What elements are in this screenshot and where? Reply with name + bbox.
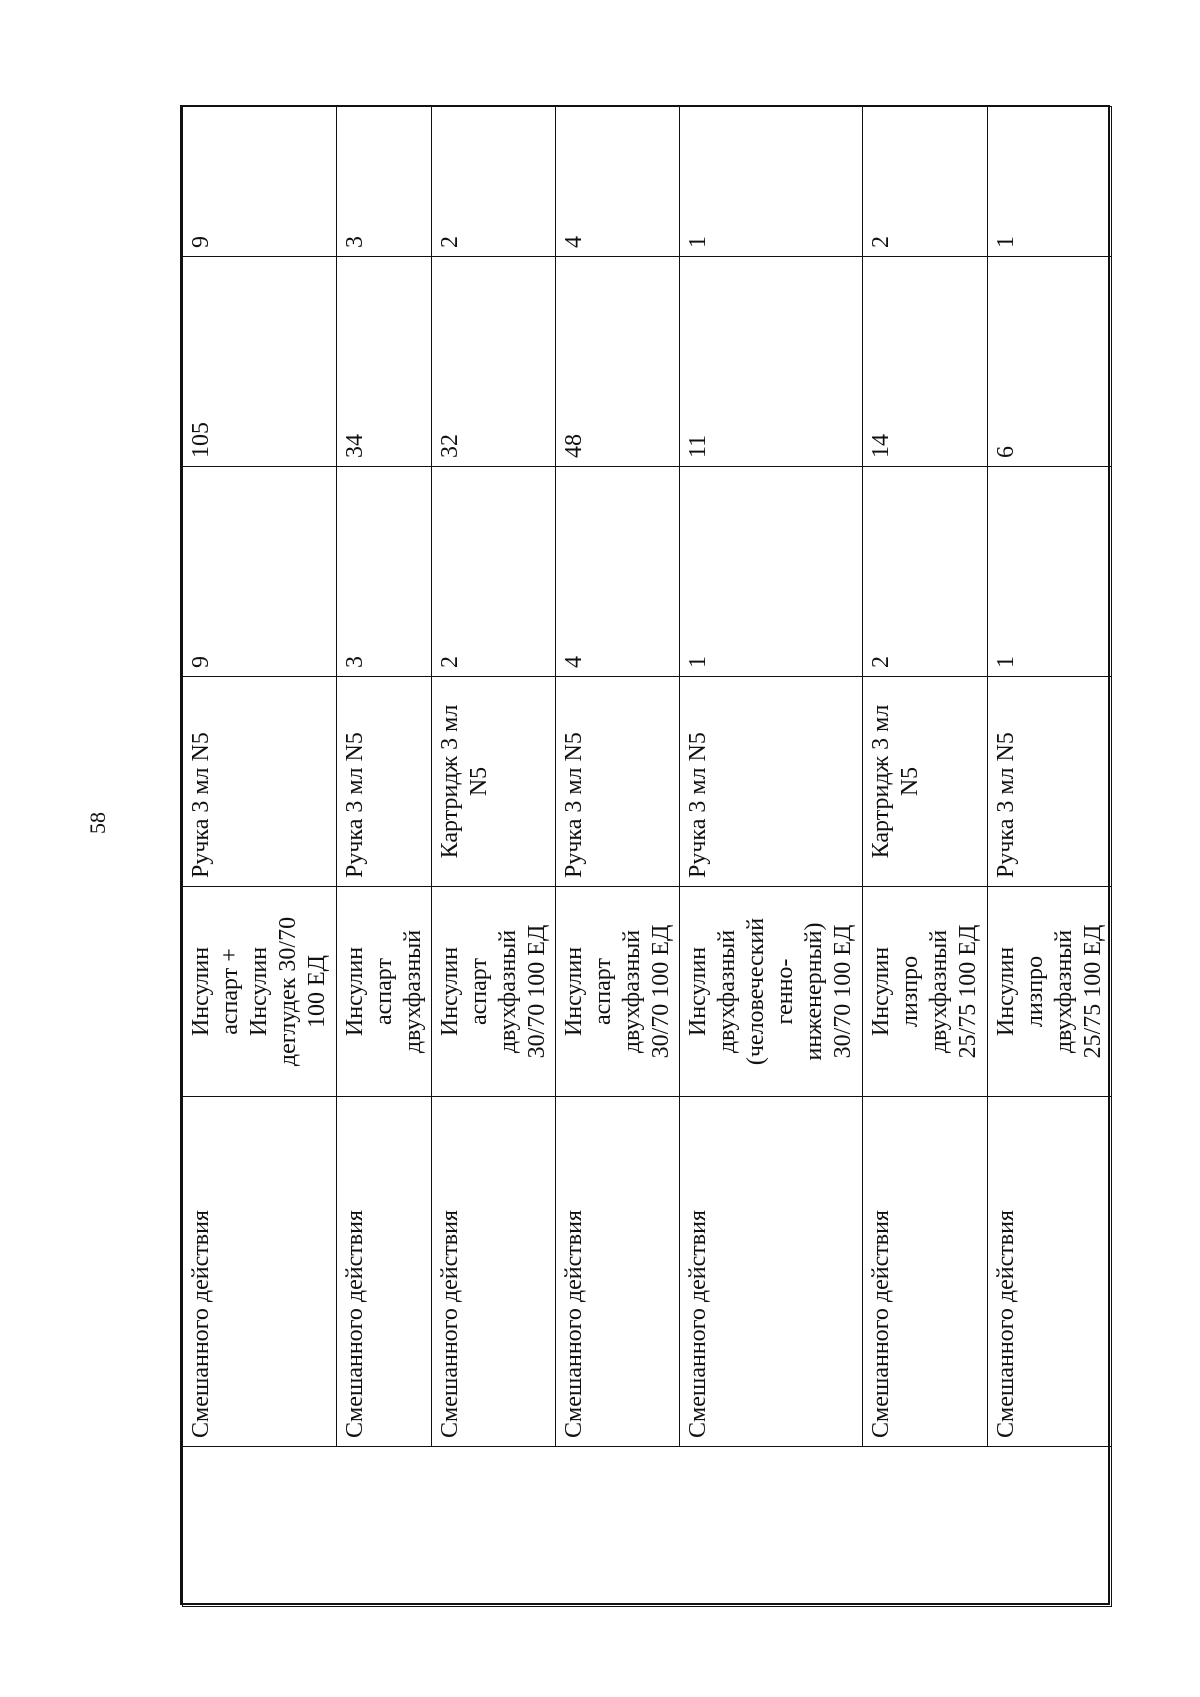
group-cell: Смешанного действия	[555, 1097, 679, 1447]
group-cell: Смешанного действия	[183, 1097, 337, 1447]
group-cell: Смешанного действия	[431, 1097, 555, 1447]
drug-line: генно-	[772, 958, 799, 1025]
table-row	[987, 107, 1111, 1607]
drug-line: Инсулин	[685, 946, 712, 1037]
drug-line: Инсулин	[341, 946, 368, 1037]
form-line: N5	[465, 766, 492, 797]
qty1-cell: 4	[555, 467, 679, 677]
qty1-cell: 2	[431, 467, 555, 677]
qty2-cell: 6	[987, 257, 1111, 467]
table-row	[431, 107, 555, 1607]
drug-line: двухфазный	[714, 929, 741, 1054]
qty3-cell: 3	[336, 107, 431, 257]
qty3-cell: 1	[987, 107, 1111, 257]
qty2-cell: 105	[183, 257, 337, 467]
qty2-cell: 48	[555, 257, 679, 467]
group-cell: Смешанного действия	[863, 1097, 987, 1447]
qty1-cell: 1	[680, 467, 863, 677]
table-row	[680, 107, 863, 1607]
drug-cell	[555, 887, 679, 1097]
drug-line: Инсулин	[560, 946, 587, 1037]
qty3-cell: 2	[863, 107, 987, 257]
drug-line: 30/70 100 ЕД	[647, 924, 674, 1059]
drug-line: 25/75 100 ЕД	[1079, 924, 1106, 1059]
drug-line: инженерный)	[801, 922, 828, 1061]
drug-line: Инсулин	[868, 946, 895, 1037]
drug-line: аспарт	[370, 958, 397, 1025]
insulin-table	[182, 106, 1112, 1607]
qty1-cell: 9	[183, 467, 337, 677]
qty1-cell: 1	[987, 467, 1111, 677]
drug-line: двухфазный	[926, 929, 953, 1054]
drug-line: Инсулин	[436, 946, 463, 1037]
qty3-cell: 2	[431, 107, 555, 257]
qty1-cell: 2	[863, 467, 987, 677]
form-line: Ручка 3 мл N5	[560, 732, 587, 878]
form-line: Ручка 3 мл N5	[685, 732, 712, 878]
table-row	[555, 107, 679, 1607]
drug-line: 30/70 100 ЕД	[830, 924, 857, 1059]
table-row	[863, 107, 987, 1607]
group-cell: Смешанного действия	[336, 1097, 431, 1447]
page-number	[84, 806, 124, 834]
drug-line: Инсулин	[246, 946, 272, 1037]
qty3-cell: 9	[183, 107, 337, 257]
drug-line: (человеческий	[743, 917, 770, 1066]
form-cell	[555, 677, 679, 887]
form-line: Картридж 3 мл	[868, 704, 895, 859]
prescription-table-frame	[180, 105, 1110, 1605]
qty2-cell: 32	[431, 257, 555, 467]
table-row	[336, 107, 431, 1607]
rotated-table-container	[182, 107, 1112, 1607]
drug-cell	[183, 887, 337, 1097]
form-line: Ручка 3 мл N5	[188, 732, 214, 878]
drug-cell	[863, 887, 987, 1097]
drug-line: двухфазный	[1050, 929, 1077, 1054]
form-line: N5	[897, 766, 924, 797]
drug-line: двухфазный	[399, 929, 426, 1054]
drug-line: Инсулин	[992, 946, 1019, 1037]
group-cell: Смешанного действия	[680, 1097, 863, 1447]
drug-line: аспарт	[589, 958, 616, 1025]
group-cell: Смешанного действия	[987, 1097, 1111, 1447]
table-row	[183, 107, 337, 1607]
form-cell	[183, 677, 337, 887]
drug-line: двухфазный	[618, 929, 645, 1054]
drug-cell	[987, 887, 1111, 1097]
form-cell	[336, 677, 431, 887]
form-line: Картридж 3 мл	[436, 704, 463, 859]
qty3-cell: 4	[555, 107, 679, 257]
form-cell	[863, 677, 987, 887]
drug-line: 25/75 100 ЕД	[955, 924, 982, 1059]
drug-line: лизпро	[897, 955, 924, 1028]
drug-line: двухфазный	[494, 929, 521, 1054]
drug-cell	[680, 887, 863, 1097]
drug-line: деглудек 30/70	[275, 916, 301, 1067]
drug-cell	[431, 887, 555, 1097]
form-cell	[431, 677, 555, 887]
form-cell	[680, 677, 863, 887]
form-line: Ручка 3 мл N5	[341, 732, 368, 878]
drug-line: 30/70 100 ЕД	[523, 924, 550, 1059]
qty1-cell: 3	[336, 467, 431, 677]
qty2-cell: 34	[336, 257, 431, 467]
drug-line: аспарт +	[217, 948, 243, 1035]
form-line: Ручка 3 мл N5	[992, 732, 1019, 878]
empty-merged-cell	[183, 1447, 1112, 1607]
form-cell	[987, 677, 1111, 887]
drug-line: Инсулин	[188, 946, 214, 1037]
qty2-cell: 14	[863, 257, 987, 467]
drug-line: аспарт	[465, 958, 492, 1025]
drug-line: лизпро	[1021, 955, 1048, 1028]
qty3-cell: 1	[680, 107, 863, 257]
drug-cell	[336, 887, 431, 1097]
page-number-text: 58	[85, 812, 110, 834]
qty2-cell: 11	[680, 257, 863, 467]
drug-line: 100 ЕД	[304, 954, 330, 1029]
